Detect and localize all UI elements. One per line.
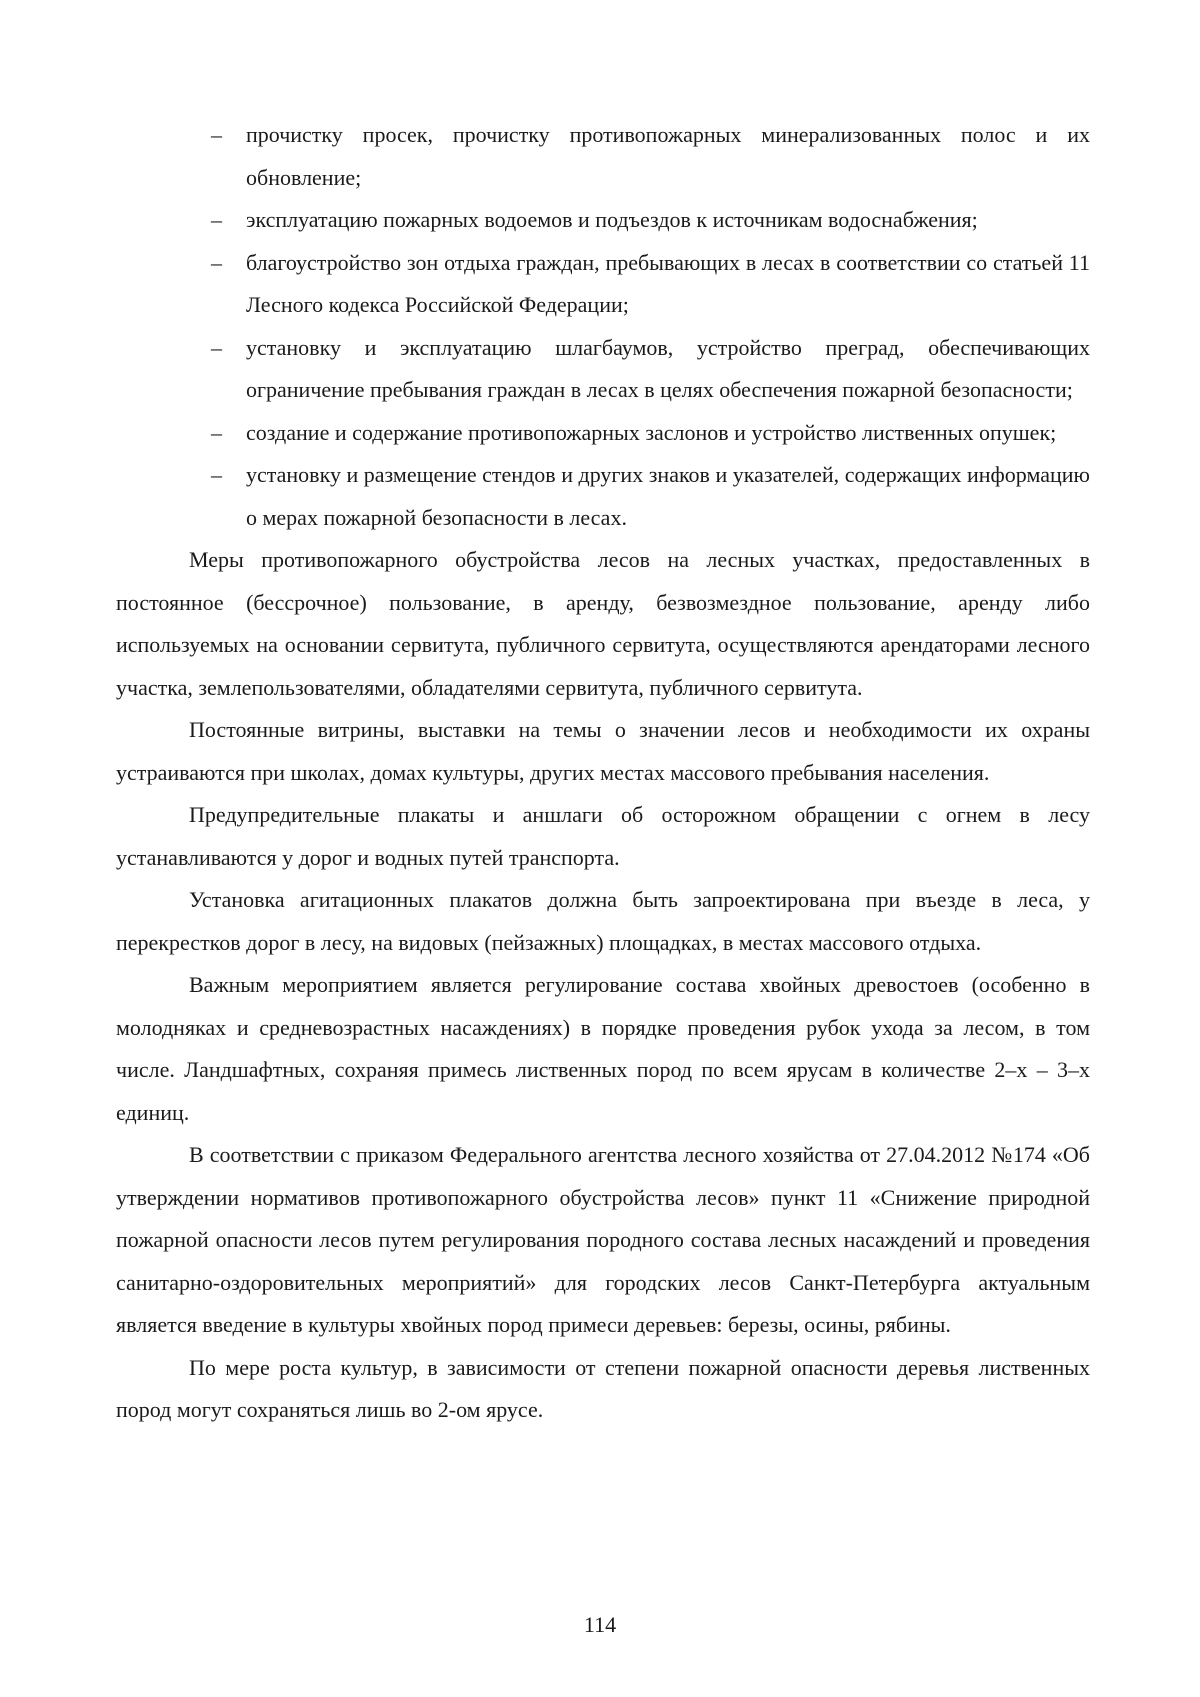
list-item-text: создание и содержание противопожарных заслонов и устройство лиственных опушек; <box>246 419 1057 445</box>
dash-marker: – <box>211 419 222 445</box>
dash-marker: – <box>211 207 222 232</box>
list-item <box>116 327 1090 412</box>
paragraph-order-174: В соответствии с приказом Федерального агентства лесного хозяйства от 27.04.2012 №174 «Об утверждении нормативов противопожарного обустройства лесов» пункт 11 «Снижение природной пожарной опасности лесов путем регулирования породного состава лесных насаждений и проведения санитарно-оздоровительных мероприятий» для городских лесов Санкт-Петербурга актуальным является введение в культуры хвойных пород примеси деревьев: березы, осины, рябины. <box>116 1142 1090 1337</box>
list-item-text: благоустройство зон отдыха граждан, пребывающих в лесах в соответствии со статьей 11 Лесного кодекса Российской Федерации; <box>246 249 1090 317</box>
list-item <box>116 412 1090 455</box>
paragraph-crop-growth: По мере роста культур, в зависимости от степени пожарной опасности деревья лиственных пород могут сохраняться лишь во 2-ом ярусе. <box>116 1354 1090 1422</box>
page-number: 114 <box>583 1612 617 1637</box>
list-item-text: эксплуатацию пожарных водоемов и подъездов к источникам водоснабжения; <box>246 207 978 232</box>
list-item <box>116 114 1090 199</box>
paragraph-agitation-posters: Установка агитационных плакатов должна быть запроектирована при въезде в леса, у перекрестков дорог в лесу, на видовых (пейзажных) площадках, в местах массового отдыха. <box>116 887 1090 955</box>
page-content <box>116 114 1090 1432</box>
list-item <box>116 242 1090 327</box>
paragraph-permanent-showcases: Постоянные витрины, выставки на темы о значении лесов и необходимости их охраны устраиваются при школах, домах культуры, других местах массового пребывания населения. <box>116 717 1090 785</box>
dash-marker: – <box>211 334 222 360</box>
list-item-text: установку и эксплуатацию шлагбаумов, устройство преград, обеспечивающих ограничение пребывания граждан в лесах в целях обеспечения пожарной безопасности; <box>246 334 1090 402</box>
paragraph-warning-posters: Предупредительные плакаты и аншлаги об осторожном обращении с огнем в лесу устанавливаются у дорог и водных путей транспорта. <box>116 802 1090 870</box>
list-item <box>116 454 1090 539</box>
list-item <box>116 199 1090 242</box>
paragraph-coniferous-regulation: Важным мероприятием является регулирование состава хвойных древостоев (особенно в молодняках и средневозрастных насаждениях) в порядке проведения рубок ухода за лесом, в том числе. Ландшафтных, сохраняя примесь лиственных пород по всем ярусам в количестве 2–х – 3–х единиц. <box>116 972 1090 1125</box>
list-item-text: прочистку просек, прочистку противопожарных минерализованных полос и их обновление; <box>246 122 1090 190</box>
list-item-text: установку и размещение стендов и других знаков и указателей, содержащих информацию о мерах пожарной безопасности в лесах. <box>246 462 1090 530</box>
paragraph-fire-measures-tenants: Меры противопожарного обустройства лесов на лесных участках, предоставленных в постоянное (бессрочное) пользование, в аренду, безвозмездное пользование, аренду либо используемых на основании сервитута, публичного сервитута, осуществляются арендаторами лесного участка, землепользователями, обладателями сервитута, публичного сервитута. <box>116 547 1090 700</box>
dash-marker: – <box>211 462 222 487</box>
dash-marker: – <box>211 122 222 147</box>
dash-marker: – <box>211 249 222 275</box>
measures-list <box>116 114 1090 539</box>
